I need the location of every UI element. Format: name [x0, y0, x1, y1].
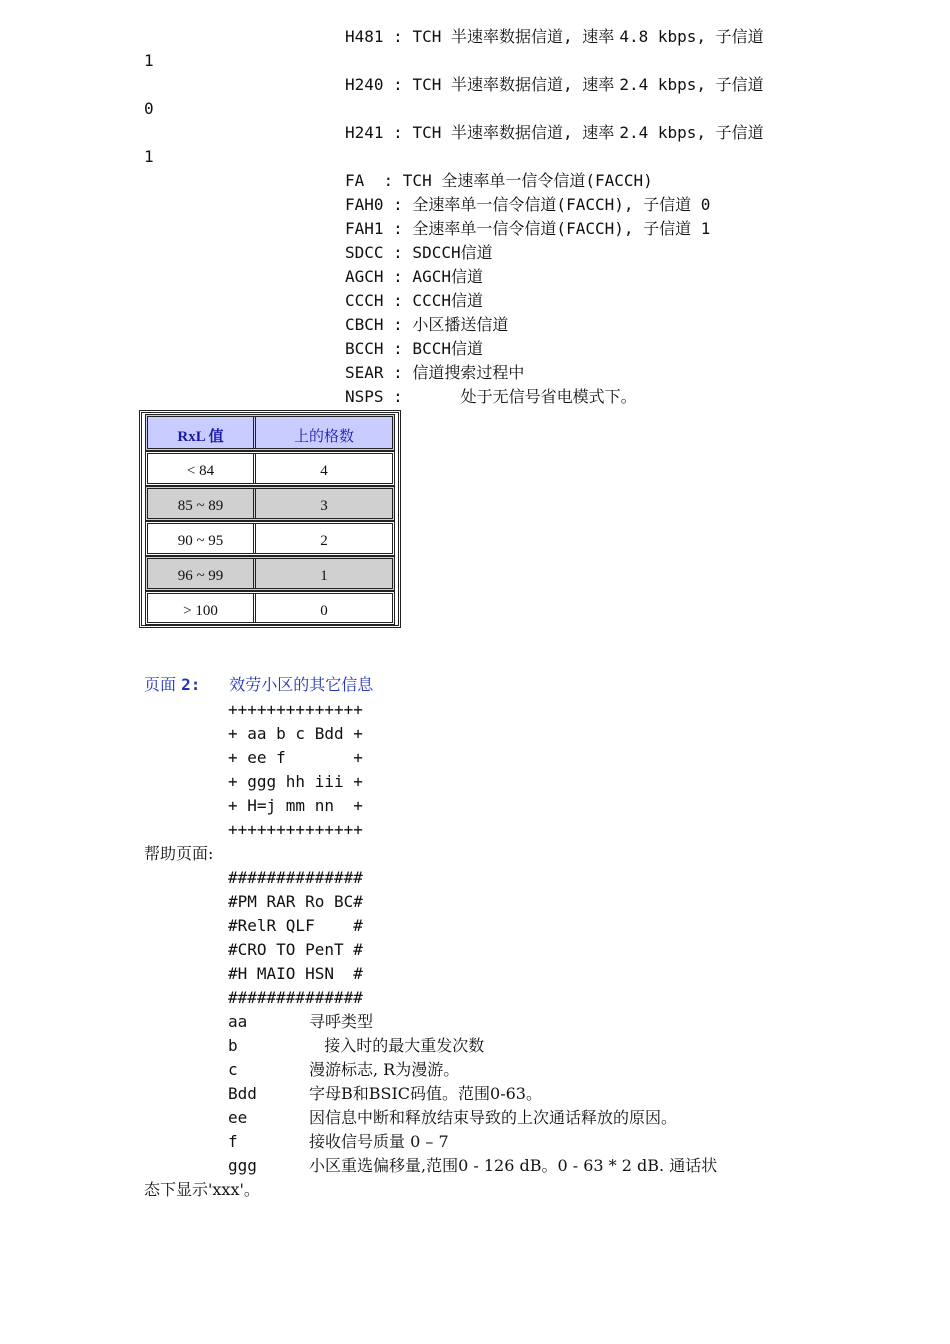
- channel-line-agch: AGCH : AGCH信道: [345, 267, 483, 286]
- help-box-line: #H MAIO HSN #: [228, 964, 363, 983]
- rxl-bars-cell: 3: [320, 498, 328, 514]
- channel-line-bcch: BCCH : BCCH信道: [345, 339, 483, 358]
- table-row: [145, 556, 395, 591]
- def-desc: 字母B和BSIC码值。范围0-63。: [309, 1084, 542, 1103]
- def-key: b: [228, 1036, 238, 1055]
- channel-line-h240-wrap: 0: [144, 99, 154, 118]
- channel-line-fah1: FAH1 : 全速率单一信令信道(FACCH), 子信道 1: [345, 219, 711, 238]
- rxl-range-cell: 96 ~ 99: [148, 559, 256, 588]
- channel-line-h481-wrap: 1: [144, 51, 154, 70]
- rxl-range-cell: < 84: [148, 454, 256, 483]
- channel-line-sdcc: SDCC : SDCCH信道: [345, 243, 493, 262]
- channel-line-sear: SEAR : 信道搜索过程中: [345, 363, 525, 382]
- layout-box-line: ++++++++++++++: [228, 820, 363, 839]
- help-box-line: #PM RAR Ro BC#: [228, 892, 363, 911]
- help-box-line: #RelR QLF #: [228, 916, 363, 935]
- def-desc: 漫游标志, R为漫游。: [309, 1060, 460, 1079]
- rxl-table-header: [145, 414, 395, 451]
- layout-box-line: + ee f +: [228, 748, 363, 767]
- def-key: ggg: [228, 1156, 257, 1175]
- rxl-bars-cell: 4: [320, 463, 328, 479]
- def-desc: 接入时的最大重发次数: [309, 1036, 485, 1055]
- table-row: [145, 451, 395, 486]
- help-box-line: #CRO TO PenT #: [228, 940, 363, 959]
- layout-box-line: + H=j mm nn +: [228, 796, 363, 815]
- rxl-bars-cell: 1: [320, 568, 328, 584]
- rxl-header-cell: 上的格数: [293, 429, 354, 445]
- def-key: c: [228, 1060, 238, 1079]
- layout-box-line: + aa b c Bdd +: [228, 724, 363, 743]
- channel-line-cbch: CBCH : 小区播送信道: [345, 315, 509, 334]
- def-desc: 寻呼类型: [309, 1012, 374, 1031]
- def-key: Bdd: [228, 1084, 257, 1103]
- channel-line-nsps: NSPS : 处于无信号省电模式下。: [345, 387, 637, 406]
- channel-line-fa: FA : TCH 全速率单一信令信道(FACCH): [345, 171, 653, 190]
- page-title: 页面 2: 效劳小区的其它信息: [144, 675, 374, 694]
- channel-line-ccch: CCCH : CCCH信道: [345, 291, 483, 310]
- rxl-bars-cell: 2: [320, 533, 328, 549]
- layout-box-line: ++++++++++++++: [228, 700, 363, 719]
- rxl-header-cell: RxL 值: [148, 417, 256, 448]
- def-desc: 接收信号质量 0 – 7: [309, 1132, 449, 1151]
- channel-line-h241-wrap: 1: [144, 147, 154, 166]
- rxl-bars-cell: 0: [320, 602, 328, 619]
- layout-box-line: + ggg hh iii +: [228, 772, 363, 791]
- def-desc: 因信息中断和释放结束导致的上次通话释放的原因。: [309, 1108, 678, 1127]
- channel-line-h241: H241 : TCH 半速率数据信道, 速率 2.4 kbps, 子信道: [345, 123, 764, 142]
- rxl-range-cell: 85 ~ 89: [148, 489, 256, 518]
- def-key: aa: [228, 1012, 248, 1031]
- def-key: f: [228, 1132, 238, 1151]
- def-desc-wrap: 态下显示'xxx'。: [144, 1180, 260, 1199]
- channel-line-fah0: FAH0 : 全速率单一信令信道(FACCH), 子信道 0: [345, 195, 711, 214]
- help-box-line: ##############: [228, 868, 363, 887]
- rxl-range-cell: > 100: [148, 594, 256, 622]
- def-desc: 小区重选偏移量,范围0 - 126 dB。0 - 63 * 2 dB. 通话状: [309, 1156, 718, 1175]
- def-key: ee: [228, 1108, 248, 1127]
- channel-line-h481: H481 : TCH 半速率数据信道, 速率 4.8 kbps, 子信道: [345, 27, 764, 46]
- rxl-range-cell: 90 ~ 95: [148, 524, 256, 553]
- rxl-table: [139, 410, 401, 628]
- help-box-line: ##############: [228, 988, 363, 1007]
- table-row: [145, 486, 395, 521]
- channel-line-h240: H240 : TCH 半速率数据信道, 速率 2.4 kbps, 子信道: [345, 75, 764, 94]
- table-row: [145, 521, 395, 556]
- help-label: 帮助页面:: [144, 844, 214, 863]
- table-row: [145, 591, 395, 625]
